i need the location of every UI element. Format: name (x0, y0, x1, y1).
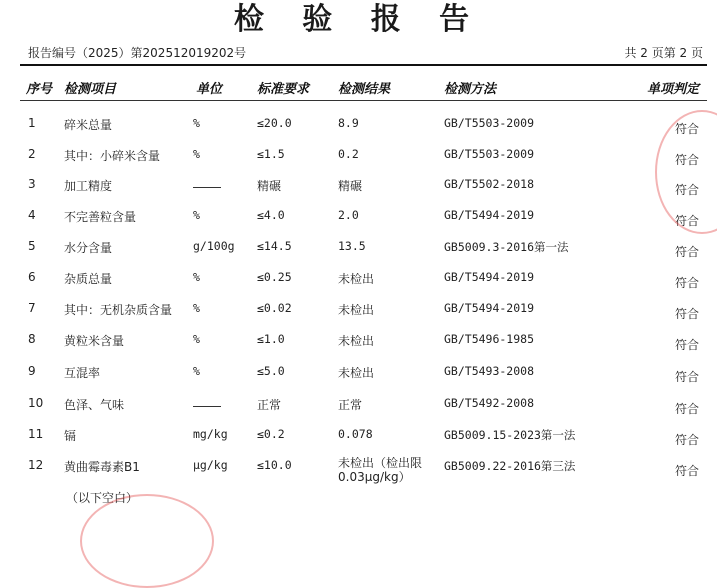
row-judgment: 符合 (675, 122, 700, 136)
row-no: 6 (28, 270, 36, 284)
row-result: 0.2 (338, 147, 359, 161)
report-number: 报告编号（2025）第202512019202号 (28, 46, 247, 60)
row-no: 1 (28, 116, 36, 130)
row-judgment: 符合 (675, 153, 700, 167)
row-standard: 正常 (257, 398, 282, 412)
row-standard: ≤0.25 (257, 270, 292, 284)
header-unit: 单位 (196, 82, 223, 97)
row-judgment: 符合 (675, 307, 700, 321)
row-method: GB/T5494-2019 (444, 301, 535, 315)
row-result-line2: 0.03μg/kg） (338, 470, 411, 484)
row-no: 7 (28, 301, 36, 315)
row-no: 9 (28, 364, 36, 378)
row-item: 互混率 (64, 366, 101, 380)
row-item: 杂质总量 (64, 272, 113, 286)
row-unit: % (193, 208, 200, 222)
table-row (0, 177, 717, 207)
row-judgment: 符合 (675, 214, 700, 228)
row-unit: % (193, 116, 200, 130)
row-method: GB/T5503-2009 (444, 147, 535, 161)
row-judgment: 符合 (675, 183, 700, 197)
row-result: 2.0 (338, 208, 359, 222)
row-judgment: 符合 (675, 433, 700, 447)
row-method: GB5009.15-2023第一法 (444, 428, 576, 442)
row-result: 13.5 (338, 239, 366, 253)
table-row (0, 301, 717, 331)
row-item: 黄粒米含量 (64, 334, 125, 348)
row-result-line1: 未检出（检出限 (338, 456, 423, 470)
row-standard: ≤5.0 (257, 364, 285, 378)
row-unit-blank (193, 396, 221, 410)
row-result: 精碾 (338, 179, 363, 193)
row-no: 12 (28, 458, 44, 472)
row-unit: mg/kg (193, 427, 228, 441)
table-row (0, 116, 717, 146)
row-unit: % (193, 364, 200, 378)
row-unit-blank (193, 177, 221, 191)
header-judgment: 单项判定 (647, 82, 700, 97)
page-info: 共 2 页第 2 页 (624, 46, 703, 60)
row-standard: ≤10.0 (257, 458, 292, 472)
row-item: 不完善粒含量 (64, 210, 137, 224)
row-standard: ≤0.02 (257, 301, 292, 315)
row-no: 3 (28, 177, 36, 191)
row-no: 4 (28, 208, 36, 222)
row-no: 8 (28, 332, 36, 346)
table-header-rule (20, 100, 707, 101)
row-result: 未检出 (338, 334, 375, 348)
table-row (0, 208, 717, 238)
row-result (338, 456, 422, 484)
row-judgment: 符合 (675, 245, 700, 259)
row-unit: % (193, 301, 200, 315)
table-row (0, 396, 717, 426)
row-unit: % (193, 332, 200, 346)
row-method: GB5009.22-2016第三法 (444, 459, 576, 473)
header-item: 检测项目 (64, 82, 117, 97)
header-no: 序号 (26, 82, 53, 97)
row-item: 黄曲霉毒素B1 (64, 460, 140, 474)
row-unit: % (193, 147, 200, 161)
row-result: 8.9 (338, 116, 359, 130)
row-unit: % (193, 270, 200, 284)
table-row (0, 332, 717, 362)
row-standard: ≤1.0 (257, 332, 285, 346)
row-item: 碎米总量 (64, 118, 113, 132)
row-unit: μg/kg (193, 458, 228, 472)
header-result: 检测结果 (338, 82, 391, 97)
row-standard: ≤0.2 (257, 427, 285, 441)
row-method: GB5009.3-2016第一法 (444, 240, 569, 254)
row-method: GB/T5496-1985 (444, 332, 535, 346)
table-top-rule (20, 64, 707, 66)
row-item: 其中：无机杂质含量 (64, 303, 173, 317)
row-no: 5 (28, 239, 36, 253)
report-title: 检 验 报 告 (233, 2, 484, 37)
row-judgment: 符合 (675, 276, 700, 290)
row-result: 0.078 (338, 427, 373, 441)
official-stamp (80, 494, 214, 588)
row-standard: ≤20.0 (257, 116, 292, 130)
row-judgment: 符合 (675, 338, 700, 352)
row-item: 加工精度 (64, 179, 113, 193)
table-row (0, 427, 717, 457)
row-result: 未检出 (338, 366, 375, 380)
row-result: 正常 (338, 398, 363, 412)
row-item: 色泽、气味 (64, 398, 125, 412)
row-item: 镉 (64, 429, 77, 443)
row-unit: g/100g (193, 239, 235, 253)
row-judgment: 符合 (675, 370, 700, 384)
header-method: 检测方法 (444, 82, 497, 97)
header-standard: 标准要求 (257, 82, 310, 97)
row-result: 未检出 (338, 272, 375, 286)
row-standard: ≤4.0 (257, 208, 285, 222)
row-judgment: 符合 (675, 402, 700, 416)
row-method: GB/T5502-2018 (444, 177, 535, 191)
blank-note: （以下空白） (66, 491, 139, 505)
row-method: GB/T5494-2019 (444, 270, 535, 284)
row-judgment: 符合 (675, 464, 700, 478)
row-standard: ≤1.5 (257, 147, 285, 161)
table-row (0, 270, 717, 300)
row-method: GB/T5494-2019 (444, 208, 535, 222)
row-method: GB/T5492-2008 (444, 396, 535, 410)
row-method: GB/T5493-2008 (444, 364, 535, 378)
row-standard: ≤14.5 (257, 239, 292, 253)
row-item: 水分含量 (64, 241, 113, 255)
row-item: 其中：小碎米含量 (64, 149, 161, 163)
row-standard: 精碾 (257, 179, 282, 193)
table-row (0, 147, 717, 177)
table-row (0, 239, 717, 269)
table-row (0, 364, 717, 394)
row-result: 未检出 (338, 303, 375, 317)
row-no: 11 (28, 427, 44, 441)
row-no: 10 (28, 396, 44, 410)
row-method: GB/T5503-2009 (444, 116, 535, 130)
row-no: 2 (28, 147, 36, 161)
table-row (0, 458, 717, 488)
